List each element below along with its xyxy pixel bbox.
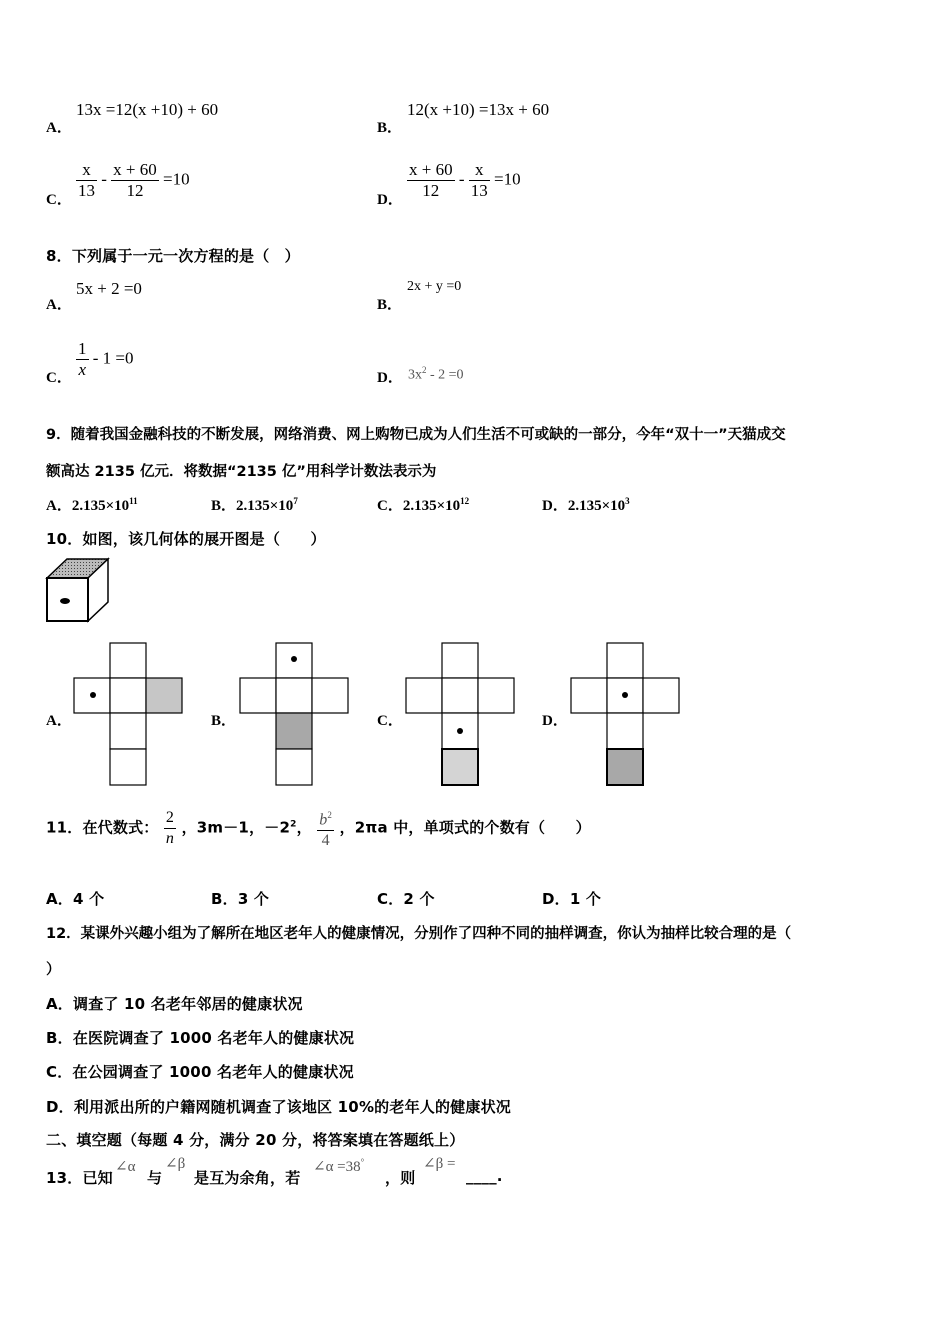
q10-option-a-label: A． xyxy=(46,713,72,729)
q8-option-a-label: A． xyxy=(46,297,72,313)
minus-sign: - xyxy=(458,169,465,189)
net-square xyxy=(442,678,478,713)
q12-option-b: B．在医院调查了 1000 名老年人的健康状况 xyxy=(46,1029,355,1047)
option-text: C．2.135×10 xyxy=(377,498,461,514)
q13-condition xyxy=(313,1157,364,1176)
q10-option-c-label: C． xyxy=(377,713,403,729)
net-square xyxy=(312,678,348,713)
option-text: A．2.135×10 xyxy=(46,498,130,514)
term-exponent: 2 xyxy=(422,365,427,375)
q11-option-d: D．1 个 xyxy=(542,890,602,908)
q7-option-c-label: C． xyxy=(46,192,72,208)
fraction-denominator: x xyxy=(78,360,87,379)
fraction-numerator: x xyxy=(469,160,490,181)
q7-option-d-label: D． xyxy=(377,192,403,208)
fraction-numerator: x + 60 xyxy=(409,160,453,179)
option-exponent: 3 xyxy=(625,496,630,506)
option-text: D．2.135×10 xyxy=(542,498,626,514)
q9-option-a xyxy=(46,494,138,515)
net-square xyxy=(110,749,146,785)
minus-sign: - xyxy=(101,169,107,189)
q10-stem: 10．如图，该几何体的展开图是（ ） xyxy=(46,530,326,548)
q10-net-a xyxy=(70,640,186,790)
q9-option-b xyxy=(211,494,298,515)
net-square xyxy=(110,713,146,749)
q7-option-a-label: A． xyxy=(46,120,72,136)
exponent: 2 xyxy=(327,810,333,820)
net-dot xyxy=(90,692,96,698)
q10-option-d-label: D． xyxy=(542,713,568,729)
net-square-shaded xyxy=(442,749,478,785)
q13-answer-blank[interactable]: ____. xyxy=(466,1167,503,1185)
q7-option-b-label: B． xyxy=(377,120,403,136)
q13-mid: 是互为余角，若 xyxy=(194,1169,301,1187)
q7-option-c-expression xyxy=(76,160,190,201)
q11-option-c: C．2 个 xyxy=(377,890,435,908)
equals-ten: =10 xyxy=(163,169,190,189)
q11-option-a: A．4 个 xyxy=(46,890,105,908)
q12-stem-line2: ） xyxy=(46,962,61,978)
net-square-shaded xyxy=(276,713,312,749)
q11-stem-mid2: ， xyxy=(296,818,312,837)
q8-option-c-expression xyxy=(76,339,134,380)
q10-net-d xyxy=(567,640,683,790)
q13-angle-alpha: ∠α xyxy=(115,1159,136,1175)
q9-stem-line1: 9．随着我国金融科技的不断发展，网络消费、网上购物已成为人们生活不可或缺的一部分，今年“双十一”天猫成交 xyxy=(46,427,786,443)
q13-ask: ∠β = xyxy=(423,1156,456,1172)
net-square xyxy=(110,643,146,678)
q8-option-d-label: D． xyxy=(377,370,403,386)
net-square xyxy=(110,678,146,713)
q10-option-b-label: B． xyxy=(211,713,237,729)
fraction-denominator: 4 xyxy=(321,832,330,850)
fraction-numerator: x + 60 xyxy=(113,160,157,179)
q11-stem-end: ，2πa 中，单项式的个数有（ ） xyxy=(339,818,591,837)
q10-net-c xyxy=(402,640,518,790)
fraction-denominator: 13 xyxy=(78,181,95,200)
q12-option-d: D．利用派出所的户籍网随机调查了该地区 10%的老年人的健康状况 xyxy=(46,1098,511,1116)
q8-option-a-expression: 5x + 2 =0 xyxy=(76,279,142,298)
q11-stem xyxy=(46,805,591,851)
q11-option-b: B．3 个 xyxy=(211,890,270,908)
q13-start: 13．已知 xyxy=(46,1169,113,1187)
fraction-denominator: 13 xyxy=(470,181,488,200)
q7-option-d-expression xyxy=(407,160,521,201)
fraction-denominator: n xyxy=(165,829,175,847)
q8-option-b-expression: 2x + y =0 xyxy=(407,279,462,294)
section-2-title: 二、填空题（每题 4 分，满分 20 分，将答案填在答题纸上） xyxy=(46,1131,465,1149)
fraction-numerator xyxy=(317,805,334,831)
net-square xyxy=(276,678,312,713)
net-dot xyxy=(457,728,463,734)
net-square xyxy=(478,678,514,713)
q13-angle-beta: ∠β xyxy=(165,1156,186,1172)
condition-text: ∠α =38 xyxy=(313,1159,361,1175)
q12-option-a: A．调查了 10 名老年邻居的健康状况 xyxy=(46,995,303,1013)
net-square xyxy=(571,678,607,713)
net-square xyxy=(240,678,276,713)
net-dot xyxy=(622,692,628,698)
q11-stem-mid: ，3m－1，－2 xyxy=(181,818,291,837)
fraction-denominator: 12 xyxy=(126,181,144,200)
net-square xyxy=(406,678,442,713)
q7-option-a-expression: 13x =12(x +10) + 60 xyxy=(76,100,219,119)
option-exponent: 7 xyxy=(293,496,298,506)
q13-then: ，则 xyxy=(385,1169,416,1187)
fraction-numerator: 2 xyxy=(164,808,176,829)
fraction-numerator: x xyxy=(76,160,97,181)
cube-dot xyxy=(60,598,70,604)
variable-b: b xyxy=(319,811,328,829)
q11-stem-start: 11．在代数式： xyxy=(46,818,159,837)
equals-ten: =10 xyxy=(494,169,521,189)
net-dot xyxy=(291,656,297,662)
net-square xyxy=(607,643,643,678)
q13-and: 与 xyxy=(147,1169,163,1187)
fraction-denominator: 12 xyxy=(422,181,440,200)
fraction-numerator: 1 xyxy=(78,339,87,358)
q8-stem: 8．下列属于一元一次方程的是（ ） xyxy=(46,247,300,265)
q7-option-b-expression: 12(x +10) =13x + 60 xyxy=(407,100,550,119)
q9-stem-line2: 额高达 2135 亿元．将数据“2135 亿”用科学计数法表示为 xyxy=(46,464,437,480)
q9-option-d xyxy=(542,494,630,515)
net-square xyxy=(276,749,312,785)
q10-net-b xyxy=(236,640,352,790)
q8-option-b-label: B． xyxy=(377,297,403,313)
option-exponent: 12 xyxy=(460,496,470,506)
net-square xyxy=(442,643,478,678)
q12-option-c: C．在公园调查了 1000 名老年人的健康状况 xyxy=(46,1063,354,1081)
option-exponent: 11 xyxy=(129,496,138,506)
degree-sign: ° xyxy=(360,1157,365,1167)
option-c-rest: - 1 =0 xyxy=(92,348,134,368)
q8-option-d-expression xyxy=(408,365,464,384)
option-text: B．2.135×10 xyxy=(211,498,294,514)
net-square-shaded xyxy=(607,749,643,785)
option-d-rest: - 2 =0 xyxy=(430,367,464,383)
exponent: 2 xyxy=(290,819,297,830)
q9-option-c xyxy=(377,494,469,515)
q8-option-c-label: C． xyxy=(46,370,72,386)
net-square xyxy=(643,678,679,713)
term-base: 3x xyxy=(408,367,422,383)
net-square xyxy=(607,713,643,749)
cube-figure xyxy=(44,556,114,626)
net-square-shaded xyxy=(146,678,182,713)
q12-stem-line1: 12．某课外兴趣小组为了解所在地区老年人的健康情况，分别作了四种不同的抽样调查，你认为抽样比较合理的是（ xyxy=(46,926,792,942)
